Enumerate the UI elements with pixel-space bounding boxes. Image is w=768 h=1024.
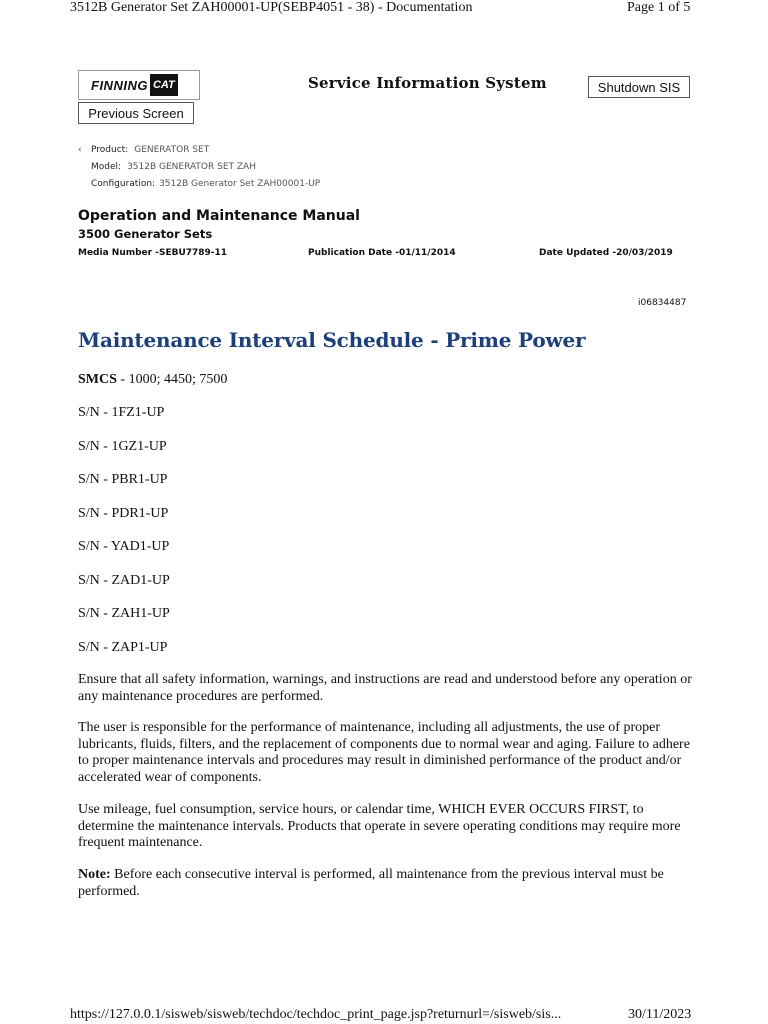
breadcrumb-product [91,145,209,155]
breadcrumb-model [91,162,256,172]
previous-screen-button[interactable]: Previous Screen [78,102,194,124]
page-title: Maintenance Interval Schedule - Prime Power [78,328,586,352]
manual-subtitle: 3500 Generator Sets [78,227,213,241]
breadcrumb-product-label: Product: [91,145,129,155]
document-id: i06834487 [638,298,687,308]
finning-cat-logo [78,70,200,100]
print-footer-date: 30/11/2023 [628,1007,692,1022]
system-title: Service Information System [308,74,547,92]
note-label: Note: [78,867,111,882]
serial-number: S/N - PBR1-UP [78,472,168,487]
interval-paragraph: Use mileage, fuel consumption, service hours, or calendar time, WHICH EVER OCCURS FIRST, to determine the maintenance intervals. Products that operate in severe operating conditions may require more frequent maintenance. [78,802,681,851]
serial-number: S/N - ZAH1-UP [78,606,170,621]
responsibility-paragraph: The user is responsible for the performance of maintenance, including all adjustments, the use of proper lubricants, fluids, filters, and the replacement of components due to normal wear and aging. Failure to adhere to proper maintenance intervals and procedures may result in diminished performance of the product and/or accelerated wear of components. [78,720,690,786]
breadcrumb-model-value[interactable]: 3512B GENERATOR SET ZAH [127,162,256,172]
breadcrumb-configuration [91,179,320,189]
breadcrumb-config-label: Configuration: [91,179,156,189]
serial-number: S/N - YAD1-UP [78,539,170,554]
manual-title: Operation and Maintenance Manual [78,208,360,224]
note-text: Before each consecutive interval is performed, all maintenance from the previous interval must be performed. [78,867,664,899]
serial-number: S/N - PDR1-UP [78,506,169,521]
breadcrumb-product-value[interactable]: GENERATOR SET [134,145,210,155]
serial-number: S/N - 1GZ1-UP [78,439,167,454]
cat-logo-text: CAT [150,74,178,96]
shutdown-sis-button[interactable]: Shutdown SIS [588,76,690,98]
breadcrumb-config-value[interactable]: 3512B Generator Set ZAH00001-UP [159,179,321,189]
serial-number: S/N - ZAP1-UP [78,640,168,655]
note-paragraph [78,867,693,900]
smcs-line [78,372,227,388]
print-page-number: Page 1 of 5 [627,0,691,15]
safety-paragraph: Ensure that all safety information, warnings, and instructions are read and understood before any operation or any maintenance procedures are performed. [78,672,692,704]
media-number: Media Number -SEBU7789-11 [78,248,228,258]
smcs-label: SMCS [78,372,117,387]
print-footer-url: https://127.0.0.1/sisweb/sisweb/techdoc/techdoc_print_page.jsp?returnurl=/sisweb/sis... [70,1007,562,1022]
publication-date: Publication Date -01/11/2014 [308,248,456,258]
smcs-value: - 1000; 4450; 7500 [116,372,228,387]
serial-number: S/N - ZAD1-UP [78,573,170,588]
serial-number: S/N - 1FZ1-UP [78,405,165,420]
date-updated: Date Updated -20/03/2019 [539,248,673,258]
print-header-title: 3512B Generator Set ZAH00001-UP(SEBP4051 - 38) - Documentation [70,0,473,15]
breadcrumb-model-label: Model: [91,162,122,172]
chevron-left-icon[interactable]: ‹ [78,145,82,155]
finning-logo-text: FINNING [91,77,148,93]
